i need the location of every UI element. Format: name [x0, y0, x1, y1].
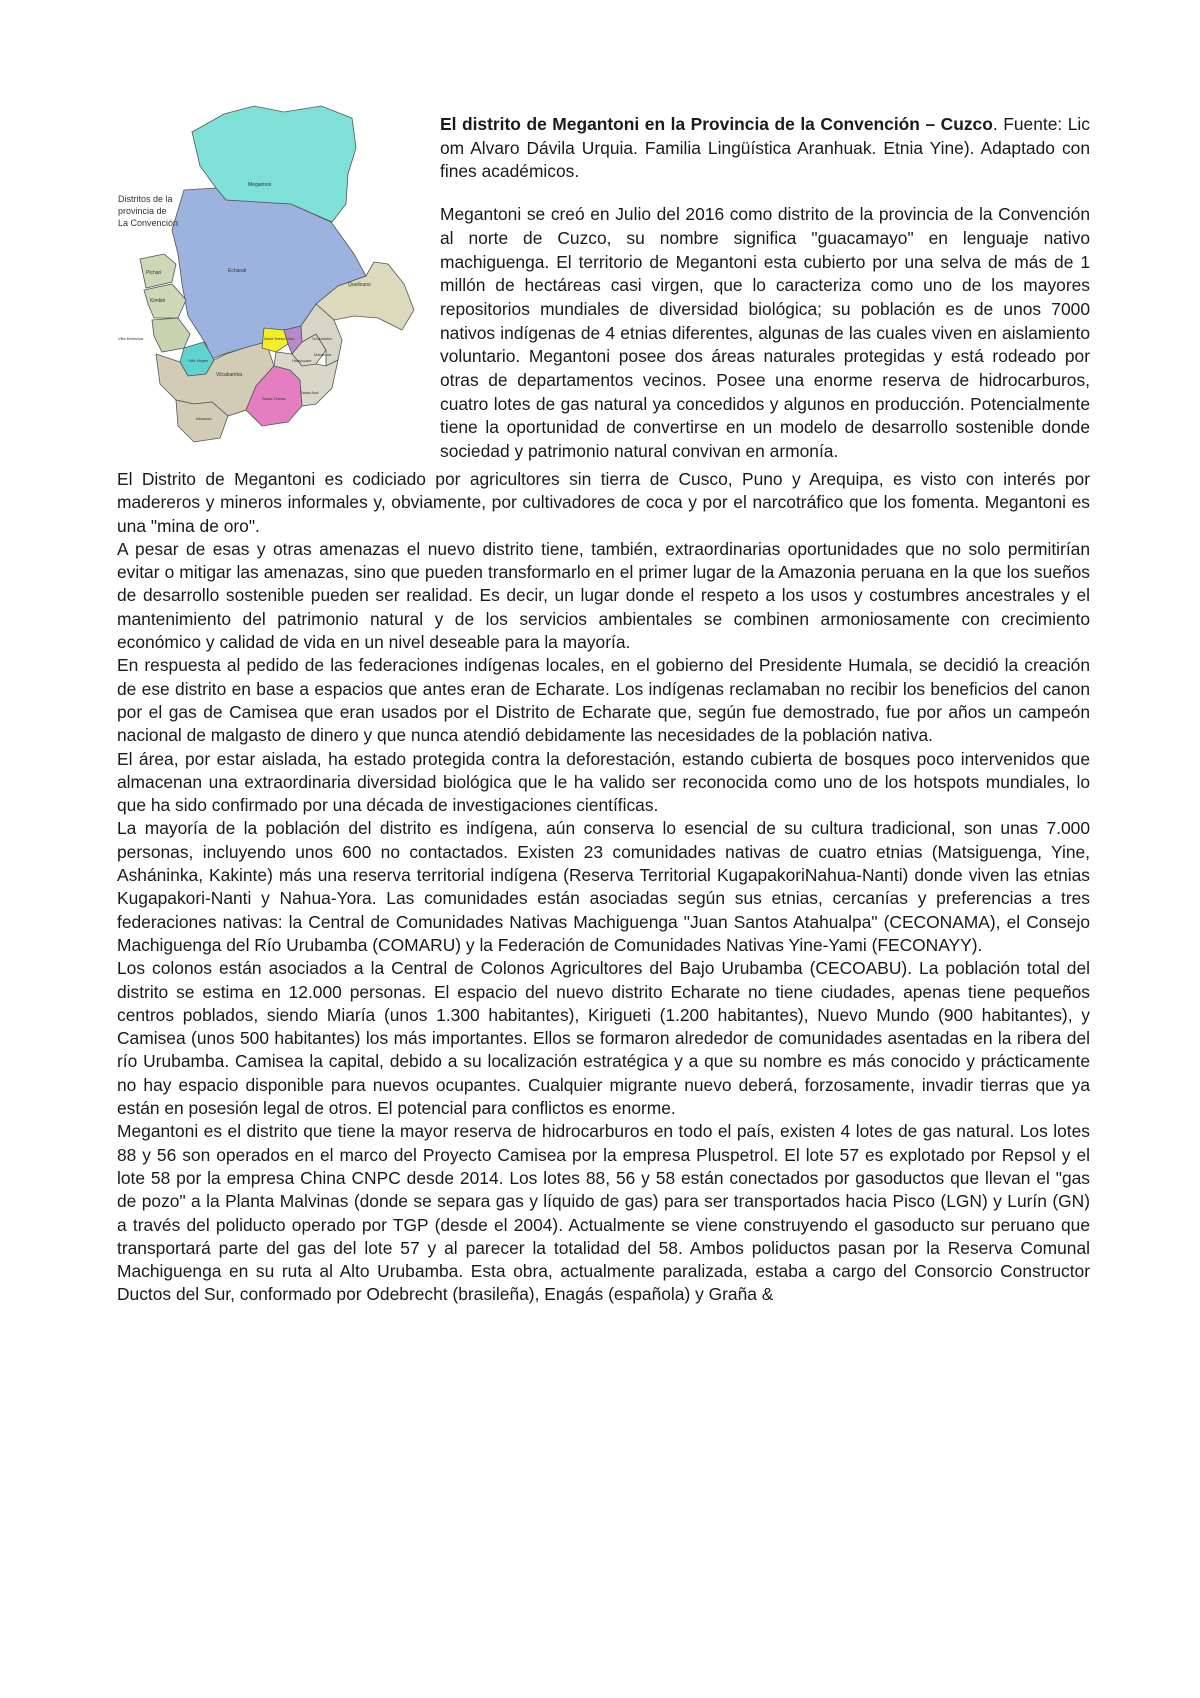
- district-map: [116, 104, 416, 449]
- map-label-huayopata: Huayopata: [292, 358, 312, 363]
- paragraph-6: La mayoría de la población del distrito es indígena, aún conserva lo esencial de su cultura tradicional, son unas 7.000 personas, incluyendo unos 600 no contactados. Existen 23 comunidades nativas de cuatro etnias (Matsiguenga, Yine, Asháninka, Kakinte) más una reserva territorial indígena (Reserva Territorial KugapakoriNahua-Nanti) donde viven las etnias Kugapakori-Nanti y Nahua-Yora. Las comunidades están asociadas según sus etnias, cercanías y preferencias a tres federaciones nativas: la Central de Comunidades Nativas Machiguenga "Juan Santos Atahualpa" (CECONAMA), el Consejo Machiguenga del Río Urubamba (COMARU) y la Federación de Comunidades Nativas Yine-Yami (FECONAYY).: [117, 818, 1090, 955]
- body-text: [117, 468, 1090, 1307]
- map-caption: [440, 113, 1090, 184]
- map-label-villa-virgen: Villa Virgen: [188, 358, 209, 363]
- caption-source: Fuente: Lic om Alvaro Dávila Urquia. Familia Lingüística Aranhuak. Etnia Yine). Adaptado con fines académicos.: [440, 114, 1090, 182]
- map-label-kimbiri: Kimbiri: [150, 298, 166, 304]
- map-label-quellouno: Quellouno: [348, 282, 371, 288]
- paragraph-4: En respuesta al pedido de las federaciones indígenas locales, en el gobierno del Presidente Humala, se decidió la creación de ese distrito en base a espacios que antes eran de Echarate. Los indígenas reclamaban no recibir los beneficios del canon por el gas de Camisea que eran usados por el Distrito de Echarate que, según fue demostrado, fue por años un campeón nacional de malgasto de dinero y que nunca atendió debidamente las necesidades de la población nativa.: [117, 655, 1090, 746]
- region-inkawasi: [152, 318, 190, 352]
- map-label-vilcabamba: Vilcabamba: [216, 372, 243, 378]
- map-label-megantoni: Megantoni: [248, 182, 272, 188]
- legend-title-line-1: Distritos de la: [118, 194, 173, 204]
- map-label-santa-teresa-chico: Santa Teresa Chico: [264, 337, 295, 341]
- district-map-svg: [116, 104, 416, 449]
- paragraph-8: Megantoni es el distrito que tiene la mayor reserva de hidrocarburos en todo el país, existen 4 lotes de gas natural. Los lotes 88 y 56 son operados en el marco del Proyecto Camisea por la empresa Pluspetrol. El lote 57 es explotado por Repsol y el lote 58 por la empresa China CNPC desde 2014. Los lotes 88, 56 y 58 están conectados por gasoductos que llevan el "gas de pozo" a la Planta Malvinas (donde se separa gas y líquido de gas) para ser transportados hacia Pisco (LGN) y Lurín (GN) a través del poliducto operado por TGP (desde el 2004). Actualmente se viene construyendo el gasoducto sur peruano que transportará parte del gas del lote 57 y al parecer la totalidad del 58. Ambos poliductos pasan por la Reserva Comunal Machiguenga en su ruta al Alto Urubamba. Esta obra, actualmente paralizada, estaba a cargo del Consorcio Constructor Ductos del Sur, conformado por Odebrecht (brasileña), Enagás (española) y Graña &: [117, 1121, 1090, 1305]
- caption-title: El distrito de Megantoni en la Provincia de la Convención – Cuzco: [440, 114, 993, 134]
- paragraph-2: El Distrito de Megantoni es codiciado por agricultores sin tierra de Cusco, Puno y Arequipa, es visto con interés por madereros y mineros informales y, obviamente, por cultivadores de coca y por el narcotráfico que los fomenta. Megantoni es una "mina de oro".: [117, 469, 1090, 536]
- map-label-santa-ana: Santa Ana: [300, 390, 319, 395]
- map-label-echarati: Echarati: [228, 268, 247, 274]
- map-label-pichari: Pichari: [146, 270, 162, 276]
- caption-block: [440, 113, 1090, 464]
- map-label-ocobamba: Ocobamba: [312, 336, 332, 341]
- caption-title-period: .: [992, 114, 998, 134]
- paragraph-7: Los colonos están asociados a la Central de Colonos Agricultores del Bajo Urubamba (CECOABU). La población total del distrito se estima en 12.000 personas. El espacio del nuevo distrito Echarate no tiene ciudades, apenas tiene pequeños centros poblados, siendo Miaría (unos 1.300 habitantes), Kirigueti (1.200 habitantes), Nuevo Mundo (900 habitantes), y Camisea (unos 500 habitantes) los más importantes. Ellos se formaron alrededor de comunidades asentadas en la ribera del río Urubamba. Camisea la capital, debido a su localización estratégica y a que su nombre es más conocido y prácticamente no hay espacio disponible para nuevos ocupantes. Cualquier migrante nuevo deberá, forzosamente, invadir tierras que ya están en posesión legal de otros. El potencial para conflictos es enorme.: [117, 958, 1090, 1119]
- map-label-maranura: Maranura: [314, 352, 332, 357]
- map-label-inkawasi: Inkawasi: [196, 416, 212, 421]
- legend-title-line-3: La Convención: [118, 218, 179, 228]
- paragraph-5: El área, por estar aislada, ha estado protegida contra la deforestación, estando cubierta de bosques poco intervenidos que almacenan una extraordinaria diversidad biológica que le ha valido ser reconocida como uno de los hotspots mundiales, lo que ha sido confirmado por una década de investigaciones científicas.: [117, 748, 1090, 816]
- paragraph-1: Megantoni se creó en Julio del 2016 como distrito de la provincia de la Convención al norte de Cuzco, su nombre significa "guacamayo" en lenguaje nativo machiguenga. El territorio de Megantoni esta cubierto por una selva de más de 1 millón de hectáreas casi virgen, que lo caracteriza como uno de los mayores repositorios mundiales de diversidad biológica; su población es de unos 7000 nativos indígenas de 4 etnias diferentes, algunas de las cuales viven en aislamiento voluntario. Megantoni posee dos áreas naturales protegidas y está rodeado por otras de departamentos vecinos. Posee una enorme reserva de hidrocarburos, cuatro lotes de gas natural ya concedidos y algunos en producción. Potencialmente tiene la oportunidad de convertirse en un modelo de desarrollo sostenible donde sociedad y patrimonio natural convivan en armonía.: [440, 204, 1090, 462]
- map-label-villa-kintiarina: Villa Kintiarina: [118, 336, 144, 341]
- paragraph-3: A pesar de esas y otras amenazas el nuevo distrito tiene, también, extraordinarias oportunidades que no solo permitirían evitar o mitigar las amenazas, sino que pueden transformarlo en el primer lugar de la Amazonia peruana en la que los sueños de desarrollo sostenible pueden ser realidad. Es decir, un lugar donde el respeto a los usos y costumbres ancestrales y el mantenimiento del patrimonio natural y de los servicios ambientales se combinen armoniosamente con crecimiento económico y calidad de vida en un nivel deseable para la mayoría.: [117, 538, 1090, 653]
- legend-title-line-2: provincia de: [118, 206, 167, 216]
- map-label-santa-teresa: Santa Teresa: [262, 396, 286, 401]
